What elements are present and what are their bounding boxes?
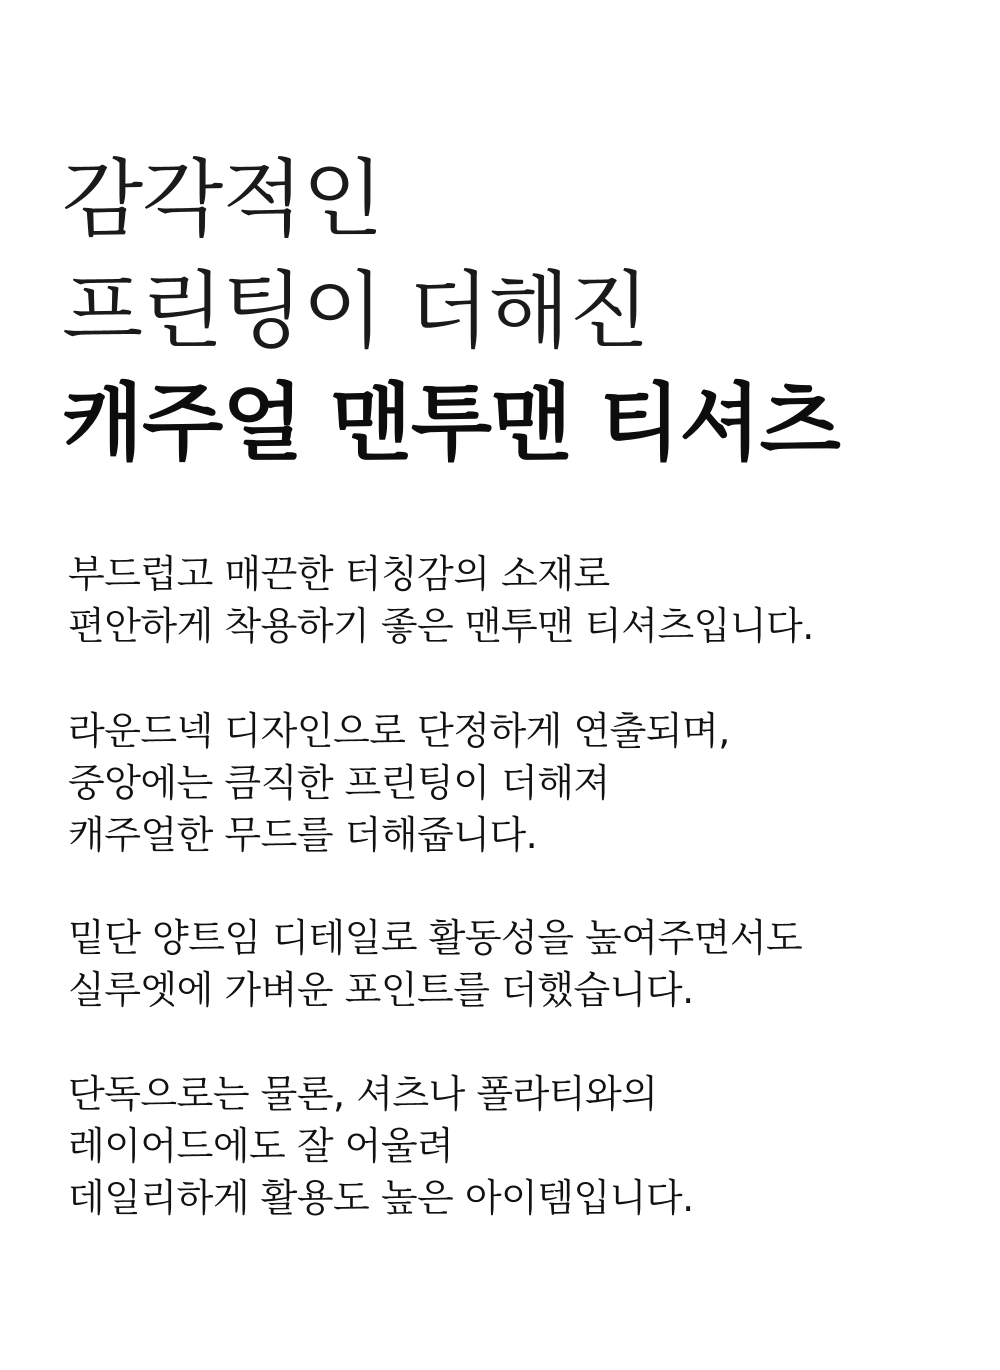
paragraph-line: 중앙에는 큼직한 프린팅이 더해져 [68,761,610,805]
description-paragraph-3 [68,912,948,1016]
paragraph-line: 편안하게 착용하기 좋은 맨투맨 티셔츠입니다. [68,604,814,648]
description-paragraph-1 [68,548,948,652]
description-paragraph-2 [68,705,948,861]
headline-line-3: 캐주얼 맨투맨 티셔츠 [62,373,840,472]
paragraph-line: 캐주얼한 무드를 더해줍니다. [68,813,538,857]
headline-line-2: 프린팅이 더해진 [62,262,649,360]
paragraph-line: 단독으로는 물론, 셔츠나 폴라티와의 [68,1072,658,1116]
paragraph-line: 실루엣에 가벼운 포인트를 더했습니다. [68,968,694,1012]
paragraph-line: 라운드넥 디자인으로 단정하게 연출되며, [68,709,730,753]
paragraph-line: 부드럽고 매끈한 터칭감의 소재로 [68,552,610,596]
paragraph-line: 데일리하게 활용도 높은 아이템입니다. [68,1176,694,1220]
headline-line-1: 감각적인 [62,150,383,248]
paragraph-line: 레이어드에도 잘 어울려 [68,1124,454,1168]
description-paragraph-4 [68,1068,948,1224]
paragraph-line: 밑단 양트임 디테일로 활동성을 높여주면서도 [68,916,803,960]
headline [62,143,962,479]
